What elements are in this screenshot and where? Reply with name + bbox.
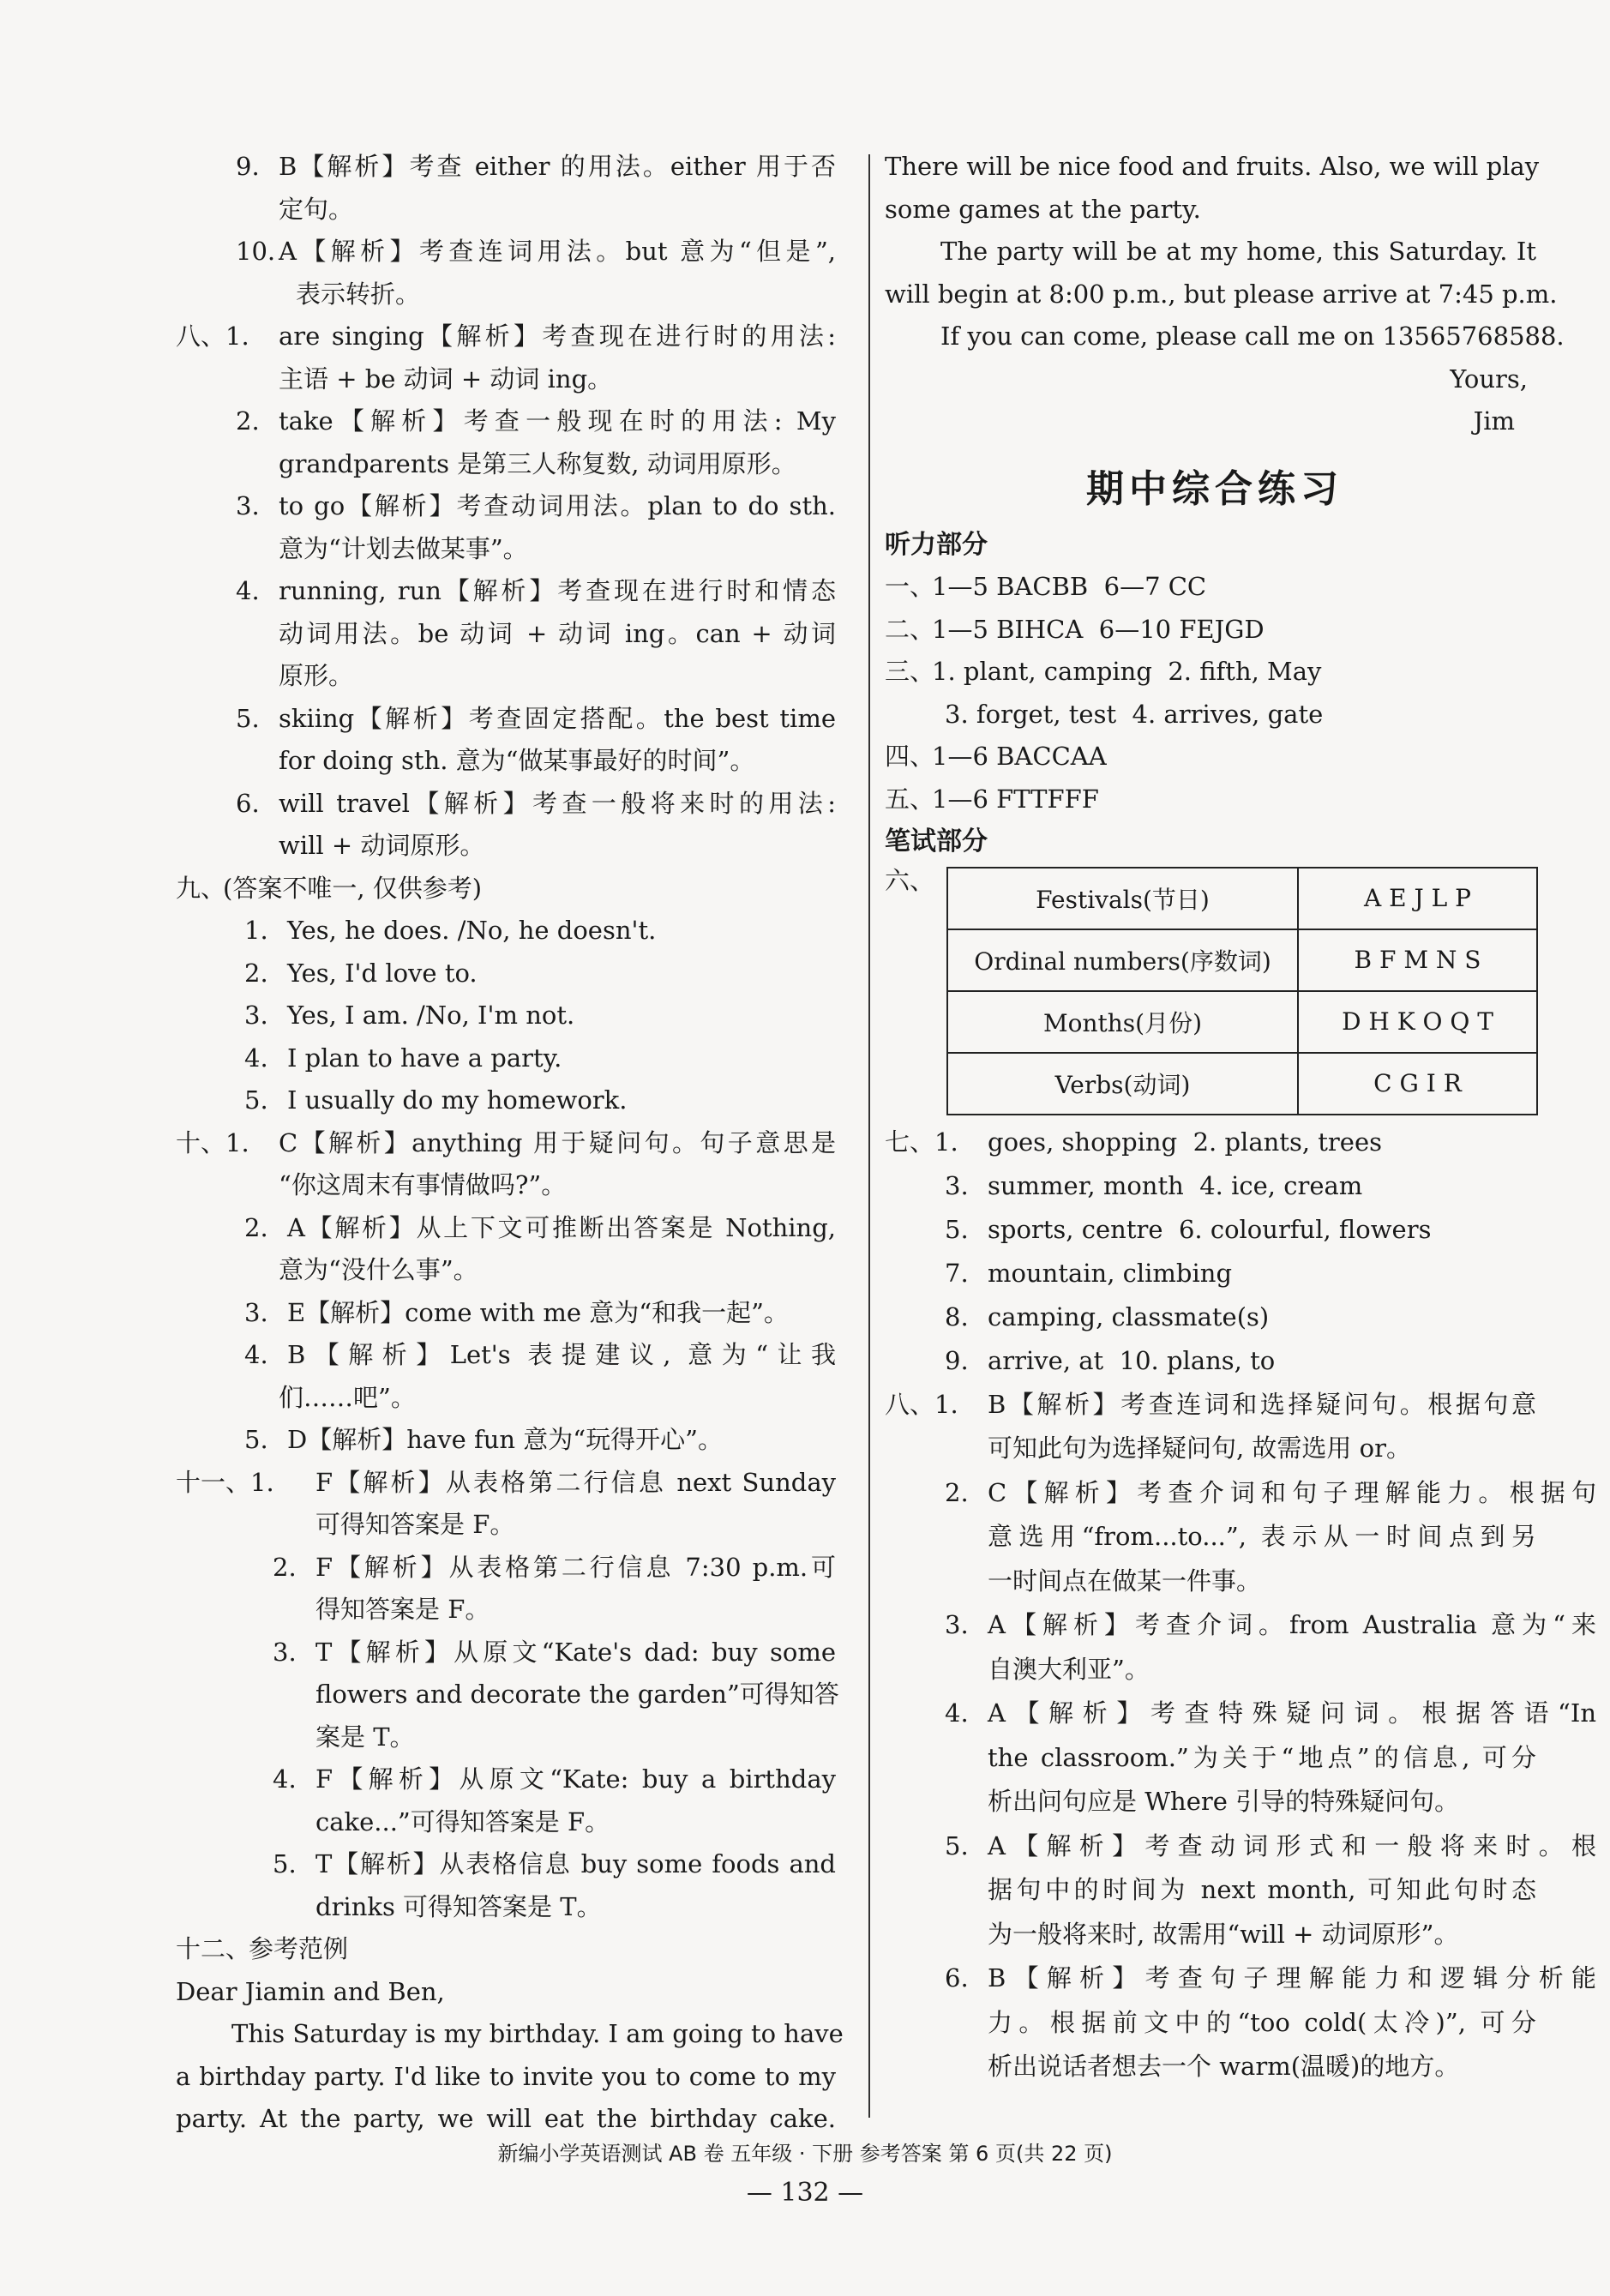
- line-text: some games at the party.: [885, 194, 1201, 224]
- item-number: 9.: [236, 152, 260, 181]
- line-text: skiing【解析】考查固定搭配。the best time: [279, 703, 836, 733]
- left-line: [176, 2013, 844, 2056]
- line-text: 意选用“from...to...”, 表示从一时间点到另: [988, 1522, 1536, 1551]
- left-line: [176, 528, 840, 571]
- eight-line: [885, 1692, 1596, 1736]
- item-number: 2.: [236, 406, 260, 436]
- line-text: 们……吧”。: [279, 1382, 416, 1412]
- line-text: A【解析】考查介词。from Australia 意为“来: [988, 1610, 1596, 1639]
- line-text: for doing sth. 意为“做某事最好的时间”。: [279, 746, 755, 775]
- item-number: 5.: [236, 703, 260, 733]
- letters-cell: D H K O Q T: [1298, 991, 1537, 1053]
- item-number: 2.: [945, 1477, 969, 1507]
- line-text: (答案不唯一, 仅供参考): [223, 873, 483, 903]
- page-number: — 132 —: [746, 2178, 864, 2208]
- left-line: [176, 613, 840, 656]
- line-text: A【解析】考查特殊疑问词。根据答语“In: [988, 1698, 1596, 1728]
- line-text: 得知答案是 F。: [315, 1595, 490, 1624]
- eight-line: [885, 1603, 1596, 1648]
- table-row: [947, 868, 1537, 929]
- line-text: B【解析】考查连词和选择疑问句。根据句意: [988, 1389, 1536, 1419]
- left-line: [176, 231, 840, 273]
- left-line: [176, 1589, 840, 1632]
- right_top-line: [885, 146, 1545, 189]
- left-line: [176, 273, 840, 316]
- left-line: [176, 1758, 840, 1801]
- table-row: [947, 991, 1537, 1053]
- left-line: [176, 953, 840, 995]
- item-number: 七、1.: [885, 1127, 958, 1157]
- left-line: [176, 740, 840, 783]
- line-text: summer, month 4. ice, cream: [988, 1170, 1363, 1200]
- category-cell: Verbs(动词): [947, 1053, 1298, 1115]
- line-text: 3. forget, test 4. arrives, gate: [945, 699, 1324, 729]
- line-text: will travel【解析】考查一般将来时的用法:: [279, 788, 836, 818]
- answer-line: [885, 1164, 1545, 1208]
- line-text: 1—6 FTTFFF: [932, 784, 1099, 814]
- item-number: 5.: [273, 1849, 297, 1878]
- item-number: 2.: [273, 1552, 297, 1582]
- line-text: 可知此句为选择疑问句, 故需选用 or。: [988, 1433, 1411, 1463]
- item-number: 1.: [244, 916, 268, 945]
- line-text: cake...”可得知答案是 F。: [315, 1806, 610, 1836]
- line-text: will begin at 8:00 p.m., but please arrive at 7:45 p.m.: [885, 279, 1558, 309]
- line-text: 动词用法。be 动词 + 动词 ing。can + 动词: [279, 618, 836, 648]
- line-text: I usually do my homework.: [287, 1085, 628, 1115]
- item-number: 3.: [244, 1001, 268, 1030]
- line-text: are singing【解析】考查现在进行时的用法:: [279, 322, 836, 351]
- left-line: [176, 1462, 840, 1505]
- left-line: [176, 868, 840, 911]
- line-text: take【解析】考查一般现在时的用法: My: [279, 406, 836, 436]
- item-number: 5.: [945, 1214, 969, 1244]
- left-line: [176, 1886, 840, 1929]
- left-line: [176, 485, 840, 528]
- left-line: [176, 1207, 840, 1250]
- line-text: camping, classmate(s): [988, 1301, 1270, 1331]
- answer-line: [885, 1121, 1545, 1164]
- table-row: [947, 1053, 1537, 1115]
- line-text: will + 动词原形。: [279, 831, 485, 860]
- column-divider: [868, 154, 870, 2118]
- item-number: 2.: [244, 1212, 268, 1242]
- item-number: 5.: [945, 1830, 969, 1860]
- left-line: [176, 1334, 840, 1377]
- line-text: sports, centre 6. colourful, flowers: [988, 1214, 1432, 1244]
- left-line: [176, 825, 840, 868]
- line-text: A【解析】考查连词用法。but 意为“但是”,: [279, 237, 836, 266]
- item-number: 5.: [244, 1085, 268, 1115]
- eight-line: [885, 1956, 1596, 2001]
- item-number: 3.: [945, 1610, 969, 1639]
- item-number: 8.: [945, 1301, 969, 1331]
- item-number: 4.: [236, 576, 260, 605]
- left-line: [176, 1632, 840, 1674]
- line-text: 可得知答案是 F。: [315, 1510, 515, 1539]
- eight-line: [885, 1560, 1545, 1604]
- letter-closing: Yours,: [1450, 364, 1528, 394]
- right_top-line: [885, 316, 1565, 358]
- eight-line: [885, 1868, 1545, 1913]
- line-text: Yes, he does. /No, he doesn't.: [287, 916, 657, 945]
- line-text: the classroom.”为关于“地点”的信息, 可分: [988, 1742, 1536, 1772]
- line-text: If you can come, please call me on 13565768588.: [940, 322, 1565, 351]
- line-text: 一时间点在做某一件事。: [988, 1566, 1262, 1596]
- eight-line: [885, 1515, 1545, 1560]
- left-line: [176, 1801, 840, 1844]
- item-number: 3.: [945, 1170, 969, 1200]
- line-text: T【解析】从表格信息 buy some foods and: [315, 1849, 836, 1878]
- left-line: [176, 1547, 840, 1590]
- left-line: [176, 1079, 840, 1122]
- line-text: B【解析】Let's 表提建议, 意为“让我: [287, 1340, 836, 1369]
- item-number: 五、: [885, 784, 935, 814]
- left-line: [176, 400, 840, 443]
- eight-line: [885, 1780, 1545, 1824]
- line-text: 1. plant, camping 2. fifth, May: [932, 657, 1322, 686]
- line-text: C【解析】考查介词和句子理解能力。根据句: [988, 1477, 1596, 1507]
- listening-answer: [885, 566, 1545, 609]
- line-text: A【解析】考查动词形式和一般将来时。根: [988, 1830, 1596, 1860]
- footer-info: 新编小学英语测试 AB 卷 五年级 · 下册 参考答案 第 6 页(共 22 页): [497, 2142, 1113, 2166]
- item-number: 4.: [273, 1764, 297, 1794]
- eight-line: [885, 1736, 1545, 1781]
- line-text: Dear Jiamin and Ben,: [176, 1976, 445, 2006]
- eight-line: [885, 1913, 1545, 1957]
- right-column: [885, 146, 1596, 2089]
- line-text: 意为“计划去做某事”。: [279, 533, 528, 563]
- item-number: 十二、: [176, 1934, 251, 1963]
- line-text: E【解析】come with me 意为“和我一起”。: [287, 1297, 789, 1327]
- line-text: C【解析】anything 用于疑问句。句子意思是: [279, 1127, 836, 1157]
- line-text: T【解析】从原文“Kate's dad: buy some: [315, 1637, 836, 1667]
- answer-line: [885, 1208, 1545, 1252]
- line-text: grandparents 是第三人称复数, 动词用原形。: [279, 448, 796, 478]
- eight-line: [885, 1383, 1545, 1427]
- item-number: 3.: [273, 1637, 297, 1667]
- line-text: 参考范例: [249, 1934, 349, 1963]
- line-text: a birthday party. I'd like to invite you to come to my: [176, 2061, 836, 2091]
- line-text: Yes, I am. /No, I'm not.: [287, 1001, 575, 1030]
- item-number: 3.: [236, 491, 260, 520]
- line-text: to go【解析】考查动词用法。plan to do sth.: [279, 491, 836, 520]
- left-line: [176, 1037, 840, 1080]
- item-number: 4.: [244, 1340, 268, 1369]
- left-line: [176, 1971, 840, 2014]
- left-line: [176, 1716, 840, 1759]
- answer-line: [885, 1295, 1545, 1339]
- table-row: [947, 929, 1537, 991]
- line-text: D【解析】have fun 意为“玩得开心”。: [287, 1425, 723, 1454]
- letters-cell: A E J L P: [1298, 868, 1537, 929]
- item-number: 5.: [244, 1425, 268, 1454]
- eight-line: [885, 2045, 1545, 2089]
- line-text: 析出问句应是 Where 引导的特殊疑问句。: [988, 1787, 1460, 1816]
- line-text: party. At the party, we will eat the birthday cake.: [176, 2104, 836, 2133]
- listening-answer: [885, 651, 1545, 694]
- item-number: 九、: [176, 873, 226, 903]
- listening-answer: [885, 694, 1545, 736]
- item-number: 十、1.: [176, 1127, 249, 1157]
- item-number: 6.: [945, 1963, 969, 1992]
- classification-table: [946, 867, 1538, 1115]
- left-line: [176, 1249, 840, 1292]
- left-line: [176, 1122, 840, 1165]
- left-line: [176, 1928, 840, 1971]
- line-text: 主语 + be 动词 + 动词 ing。: [279, 364, 613, 394]
- right_top-line: [885, 273, 1558, 316]
- item-number: 7.: [945, 1258, 969, 1288]
- item-number: 二、: [885, 614, 935, 644]
- item-number: 三、: [885, 657, 935, 686]
- writing-header: 笔试部分: [885, 826, 988, 856]
- line-text: 1—5 BIHCA 6—10 FEJGD: [932, 614, 1265, 644]
- letter-signature: Jim: [1473, 406, 1515, 436]
- category-cell: Festivals(节日): [947, 868, 1298, 929]
- left-line: [176, 1504, 840, 1547]
- left-line: [176, 783, 840, 826]
- item-number: 6.: [236, 788, 260, 818]
- item-number: 3.: [244, 1297, 268, 1327]
- section-title: 期中综合练习: [1086, 466, 1343, 511]
- left-line: [176, 570, 840, 613]
- left-line: [176, 1292, 840, 1335]
- item-number: 10.: [236, 237, 276, 266]
- eight-line: [885, 2001, 1545, 2046]
- table-label: 六、: [885, 865, 935, 895]
- line-text: 表示转折。: [296, 279, 421, 309]
- left-line: [176, 698, 840, 741]
- line-text: 据句中的时间为 next month, 可知此句时态: [988, 1875, 1536, 1904]
- line-text: A【解析】从上下文可推断出答案是 Nothing,: [287, 1212, 836, 1242]
- line-text: Yes, I'd love to.: [287, 958, 478, 988]
- letters-cell: B F M N S: [1298, 929, 1537, 991]
- line-text: flowers and decorate the garden”可得知答: [315, 1680, 839, 1709]
- item-number: 9.: [945, 1345, 969, 1375]
- line-text: goes, shopping 2. plants, trees: [988, 1127, 1382, 1157]
- line-text: B【解析】考查 either 的用法。either 用于否: [279, 152, 836, 181]
- line-text: “你这周末有事情做吗?”。: [279, 1170, 567, 1199]
- left-line: [176, 995, 840, 1037]
- listening-answer: [885, 736, 1545, 778]
- left-line: [176, 1377, 840, 1420]
- left-line: [176, 1164, 840, 1207]
- eight-line: [885, 1648, 1545, 1692]
- answer-line: [885, 1252, 1545, 1295]
- item-number: 四、: [885, 742, 935, 771]
- line-text: arrive, at 10. plans, to: [988, 1345, 1276, 1375]
- line-text: 1—5 BACBB 6—7 CC: [932, 572, 1207, 601]
- line-text: 案是 T。: [315, 1722, 415, 1752]
- line-text: 析出说话者想去一个 warm(温暖)的地方。: [988, 2052, 1460, 2081]
- line-text: F【解析】从表格第二行信息 7:30 p.m.可: [315, 1552, 836, 1582]
- line-text: There will be nice food and fruits. Also, we will play: [885, 152, 1540, 181]
- category-cell: Months(月份): [947, 991, 1298, 1053]
- answer-line: [885, 1339, 1545, 1383]
- item-number: 2.: [244, 958, 268, 988]
- right_top-line: [885, 189, 1545, 231]
- left-column: [176, 146, 844, 2141]
- line-text: This Saturday is my birthday. I am going to have: [231, 2019, 844, 2048]
- left-line: [176, 189, 840, 231]
- left-line: [176, 1419, 840, 1462]
- left-line: [176, 910, 840, 953]
- listening-answer: [885, 778, 1545, 821]
- line-text: F【解析】从原文“Kate: buy a birthday: [315, 1764, 836, 1794]
- listening-answer: [885, 609, 1545, 652]
- line-text: 力。根据前文中的“too cold(太冷)”, 可分: [988, 2007, 1536, 2037]
- line-text: 为一般将来时, 故需用“will + 动词原形”。: [988, 1919, 1459, 1949]
- left-line: [176, 358, 840, 401]
- left-line: [176, 316, 840, 358]
- line-text: running, run【解析】考查现在进行时和情态: [279, 576, 836, 605]
- line-text: 意为“没什么事”。: [279, 1255, 478, 1284]
- line-text: drinks 可得知答案是 T。: [315, 1891, 602, 1921]
- item-number: 一、: [885, 572, 935, 601]
- line-text: 1—6 BACCAA: [932, 742, 1107, 771]
- line-text: 原形。: [279, 661, 354, 690]
- item-number: 八、1.: [176, 322, 249, 351]
- line-text: F【解析】从表格第二行信息 next Sunday: [315, 1467, 836, 1497]
- item-number: 4.: [244, 1043, 268, 1073]
- item-number: 十一、1.: [176, 1467, 274, 1497]
- left-line: [176, 443, 840, 486]
- left-line: [176, 146, 840, 189]
- classification-section: [885, 863, 1545, 1121]
- item-number: 八、1.: [885, 1389, 958, 1419]
- line-text: The party will be at my home, this Saturday. It: [940, 237, 1536, 266]
- right_top-line: [885, 231, 1545, 273]
- line-text: 自澳大利亚”。: [988, 1654, 1150, 1684]
- item-number: 4.: [945, 1698, 969, 1728]
- line-text: mountain, climbing: [988, 1258, 1233, 1288]
- eight-line: [885, 1824, 1596, 1869]
- left-line: [176, 2098, 840, 2141]
- line-text: 定句。: [279, 194, 354, 224]
- eight-line: [885, 1471, 1596, 1516]
- left-line: [176, 1843, 840, 1886]
- letters-cell: C G I R: [1298, 1053, 1537, 1115]
- line-text: I plan to have a party.: [287, 1043, 562, 1073]
- category-cell: Ordinal numbers(序数词): [947, 929, 1298, 991]
- left-line: [176, 1674, 840, 1716]
- line-text: B【解析】考查句子理解能力和逻辑分析能: [988, 1963, 1596, 1992]
- left-line: [176, 655, 840, 698]
- eight-line: [885, 1427, 1545, 1471]
- listening-header: 听力部分: [885, 529, 988, 560]
- left-line: [176, 2056, 840, 2099]
